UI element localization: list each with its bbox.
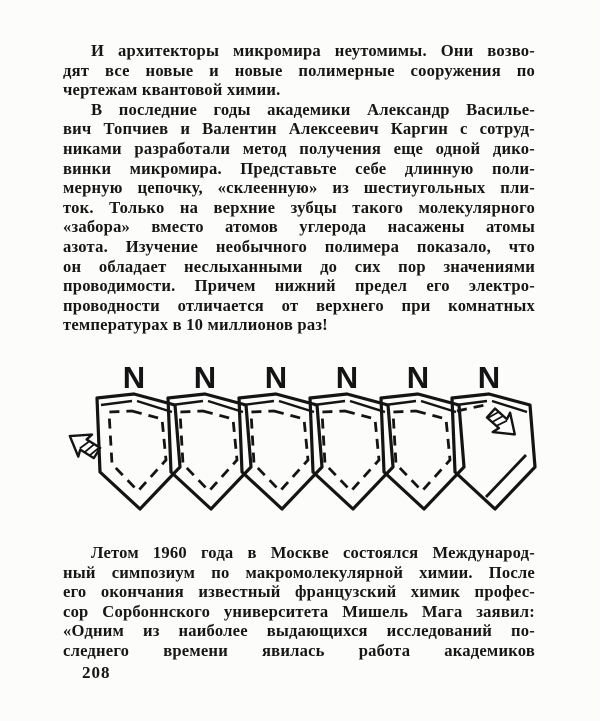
molecule-diagram	[55, 347, 550, 529]
text-line: проводности отличается от верхнего при комнатных	[63, 295, 535, 315]
text-line: И архитекторы микромира неутомимы. Они возво-	[91, 41, 535, 60]
paragraph-block-top	[63, 41, 535, 335]
nitrogen-label: N	[193, 360, 217, 395]
text-line: Летом 1960 года в Москве состоялся Международ-	[91, 543, 535, 562]
paragraph-block-bottom	[63, 543, 535, 661]
text-line: сор Сорбоннского университета Мишель Мага заявил:	[63, 601, 535, 621]
text-line: чертежам квантовой химии.	[63, 80, 281, 100]
nitrogen-label: N	[122, 360, 146, 395]
nitrogen-label: N	[406, 360, 430, 395]
text-line: он обладает неслыханными до сих пор значениями	[63, 256, 535, 276]
nitrogen-label: N	[477, 360, 501, 395]
text-line: никами разработали метод получения еще одной дико-	[63, 138, 535, 158]
text-line: ный симпозиум по макромолекулярной химии. После	[63, 562, 535, 582]
nitrogen-label: N	[264, 360, 288, 395]
nitrogen-label: N	[335, 360, 359, 395]
text-line: винки микромира. Представьте себе длинную поли-	[63, 158, 535, 178]
text-line: его окончания известный французский химик профес-	[63, 582, 535, 602]
text-line: проводимости. Причем нижний предел его электро-	[63, 276, 535, 296]
text-line: ток. Только на верхние зубцы такого молекулярного	[63, 197, 535, 217]
text-line: В последние годы академики Александр Василье-	[91, 99, 535, 119]
text-line: следнего времени явилась работа академиков	[63, 640, 535, 660]
text-line: температурах в 10 миллионов раз!	[63, 315, 328, 335]
text-line: мерную цепочку, «склеенную» из шестиугольных пли-	[63, 178, 535, 198]
page-number: 208	[82, 663, 111, 682]
text-line: «Одним из наиболее выдающихся исследований по-	[63, 621, 535, 641]
text-line: «забора» вместо атомов углерода насажены атомы	[63, 217, 535, 237]
text-line: дят все новые и новые полимерные сооружения по	[63, 60, 535, 80]
text-line: азота. Изучение необычного полимера показало, что	[63, 236, 535, 256]
text-line: вич Топчиев и Валентин Алексеевич Каргин с сотруд-	[63, 119, 535, 139]
